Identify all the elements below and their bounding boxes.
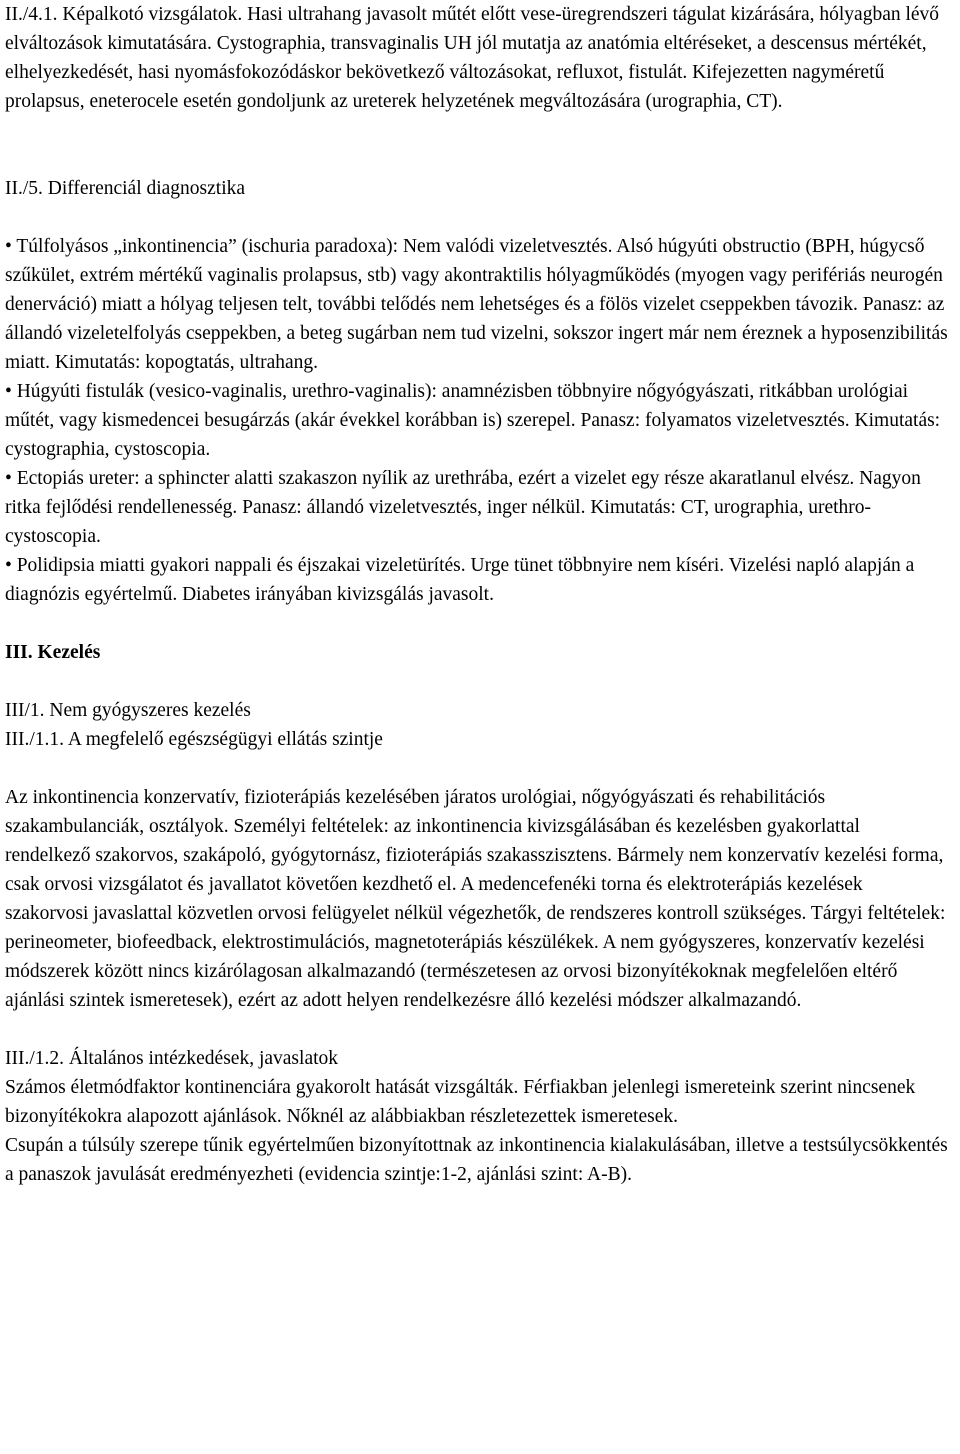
spacer [5,116,948,145]
spacer [5,609,948,638]
section-3-1-1-heading: III./1.1. A megfelelő egészségügyi ellátás szintje [5,729,383,750]
bullet-item-polydipsia: • Polidipsia miatti gyakori nappali és éjszakai vizeletürítés. Urge tünet többnyire nem kíséri. Vizelési napló alapján a diagnózis egyértelmű. Diabetes irányában kivizsgálás javasolt. [5,555,915,605]
section-3-heading: III. Kezelés [5,642,101,663]
spacer [5,1015,948,1044]
section-3-1-2-paragraph-a: Számos életmódfaktor kontinenciára gyakorolt hatását vizsgálták. Férfiakban jelenlegi ismereteink szerint nincsenek bizonyítékokra alapozott ajánlások. Nőknél az alábbiakban részletezettek ismeretesek. [5,1077,916,1127]
section-2-5-heading: II./5. Differenciál diagnosztika [5,178,246,199]
bullet-item-overflow: • Túlfolyásos „inkontinencia” (ischuria paradoxa): Nem valódi vizeletvesztés. Alsó húgyúti obstructio (BPH, húgycső szűkület, extrém mértékű vaginalis prolapsus, stb) vagy akontraktilis hólyagműködés (myogen vagy perifériás neurogén denerváció) miatt a hólyag teljesen telt, további telődés nem lehetséges és a fölös vizelet cseppekben távozik. Panasz: az állandó vizeletelfolyás cseppekben, a beteg sugárban nem tud vizelni, sokszor ingert már nem éreznek a hyposenzibilitás miatt. Kimutatás: kopogtatás, ultrahang. [5,236,948,373]
section-3-1-heading: III/1. Nem gyógyszeres kezelés [5,700,251,721]
section-3-1-1-paragraph: Az inkontinencia konzervatív, fizioterápiás kezelésében járatos urológiai, nőgyógyászati és rehabilitációs szakambulanciák, osztályok. Személyi feltételek: az inkontinencia kivizsgálásában és kezelésben gyakorlattal rendelkező szakorvos, szakápoló, gyógytornász, fizioterápiás szakasszisztens. Bármely nem konzervatív kezelési forma, csak orvosi vizsgálatot és javallatot követően kezdhető el. A medencefenéki torna és elektroterápiás kezelések szakorvosi javaslattal közvetlen orvosi felügyelet nélkül végezhetők, de rendszeres kontroll szükséges. Tárgyi feltételek: perineometer, biofeedback, elektrostimulációs, magnetoterápiás készülékek. A nem gyógyszeres, konzervatív kezelési módszerek között nincs kizárólagosan alkalmazandó (természetesen az orvosi bizonyítékoknak megfelelően eltérő ajánlási szintek ismeretesek), ezért az adott helyen rendelkezésre álló kezelési módszer alkalmazandó. [5,787,946,1011]
section-3-1-2-paragraph-b: Csupán a túlsúly szerepe tűnik egyértelműen bizonyítottnak az inkontinencia kialakulásában, illetve a testsúlycsökkentés a panaszok javulását eredményezheti (evidencia szintje:1-2, ajánlási szint: A-B). [5,1135,948,1185]
bullet-item-fistula: • Húgyúti fistulák (vesico-vaginalis, urethro-vaginalis): anamnézisben többnyire nőgyógyászati, ritkábban urológiai műtét, vagy kismedencei besugárzás (akár évekkel korábban is) szerepel. Panasz: folyamatos vizeletvesztés. Kimutatás: cystographia, cystoscopia. [5,381,941,460]
differential-bullet-list [5,232,948,609]
spacer [5,667,948,696]
section-2-4-1-paragraph: II./4.1. Képalkotó vizsgálatok. Hasi ultrahang javasolt műtét előtt vese-üregrendszeri tágulat kizárására, hólyagban lévő elváltozások kimutatására. Cystographia, transvaginalis UH jól mutatja az anatómia eltéréseket, a descensus mértékét, elhelyezkedését, hasi nyomásfokozódáskor bekövetkező változásokat, refluxot, fistulát. Kifejezetten nagyméretű prolapsus, eneterocele esetén gondoljunk az ureterek helyzetének megváltozására (urographia, CT). [5,4,940,112]
spacer [5,754,948,783]
section-3-1-2-heading: III./1.2. Általános intézkedések, javaslatok [5,1048,339,1069]
spacer [5,203,948,232]
bullet-item-ectopic-ureter: • Ectopiás ureter: a sphincter alatti szakaszon nyílik az urethrába, ezért a vizelet egy része akaratlanul elvész. Nagyon ritka fejlődési rendellenesség. Panasz: állandó vizeletvesztés, inger nélkül. Kimutatás: CT, urographia, urethro-cystoscopia. [5,468,921,547]
